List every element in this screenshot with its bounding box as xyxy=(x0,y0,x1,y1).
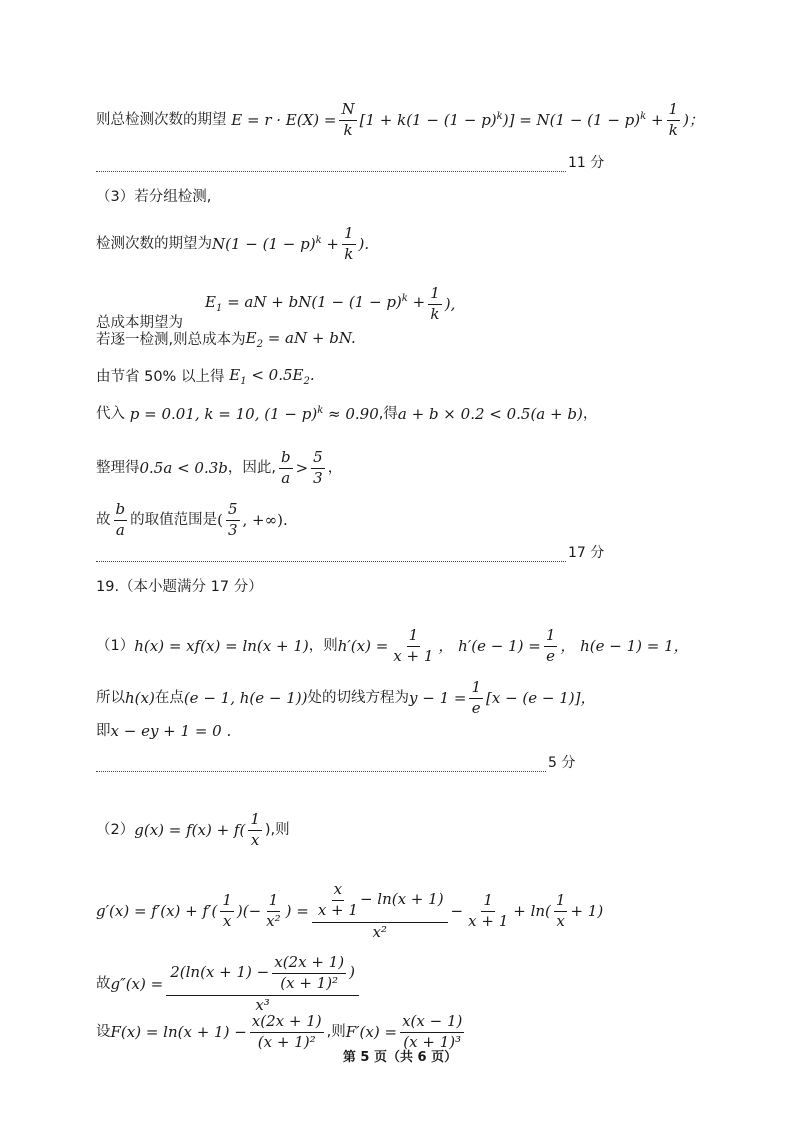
fraction: $\frac{5}{3}$ xyxy=(227,500,238,539)
formula: x − ey + 1 = 0 . xyxy=(110,722,232,740)
formula: ) = xyxy=(285,901,309,920)
formula: $E_1$ = aN + $bN(1 - (1 - p)^k$ + xyxy=(205,293,426,315)
dotted-leader xyxy=(96,161,566,172)
text: 由节省 50% 以上得 xyxy=(96,369,225,386)
formula: $E_1 < 0.5E_2$. xyxy=(229,366,315,387)
text: 代入 xyxy=(96,405,125,422)
formula: g″(x) = xyxy=(110,974,164,993)
text: （3）若分组检测, xyxy=(96,189,212,205)
text: ),则 xyxy=(264,822,290,838)
formula: E = r · E(X) = xyxy=(231,110,337,129)
formula: ), xyxy=(444,294,456,313)
fraction: $\frac{1}{x}$ xyxy=(250,810,260,849)
text: （1） xyxy=(96,638,135,654)
score-line xyxy=(96,752,575,772)
formula: > xyxy=(295,458,309,477)
formula: p = 0.01, k = 10, $(1 - p)^k \approx 0.90$ xyxy=(129,405,379,423)
score-line xyxy=(96,542,604,562)
tangent-result-line xyxy=(96,724,760,739)
formula: h(x) xyxy=(125,688,155,707)
text: 设 xyxy=(96,1024,111,1040)
score-label: 5 分 xyxy=(548,755,576,771)
formula: a + b × 0.2 < 0.5(a + b) xyxy=(397,404,583,423)
text: 总成本期望为 xyxy=(96,315,183,331)
text: ，则 xyxy=(308,638,338,654)
tangent-line xyxy=(96,680,760,717)
formula: )； xyxy=(683,110,704,129)
text: ,得 xyxy=(378,405,398,422)
fraction: $\frac{5}{3}$ xyxy=(313,448,323,487)
dotted-leader xyxy=(96,761,546,772)
fraction: $\frac{1}{x}$ xyxy=(222,890,232,930)
text: 若逐一检测,则总成本为 xyxy=(96,332,246,349)
formula: (e − 1, h(e − 1)) xyxy=(183,688,308,707)
formula: $[1 + k(1 - (1 - p)^k)] = N(1 - (1 - p)^k$ + xyxy=(359,111,664,130)
fraction: $\frac{1}{e}$ xyxy=(545,626,556,665)
text: 即 xyxy=(96,723,111,740)
text: 所以 xyxy=(96,690,125,706)
fraction: $\frac{1}{k}$ xyxy=(430,284,440,323)
fraction: $\frac{1}{x + 1}$ xyxy=(393,626,434,665)
fraction: $\frac{1}{x + 1}$ xyxy=(468,890,509,930)
formula: − xyxy=(450,901,464,920)
text: ， xyxy=(327,460,343,476)
formula: ， h′(e − 1) = xyxy=(438,636,541,655)
fraction: $\frac{1}{e}$ xyxy=(471,678,481,717)
formula: h′(x) = xyxy=(337,636,389,655)
formula: F(x) = ln(x + 1) − xyxy=(110,1022,247,1041)
formula: 0.5a < 0.3b xyxy=(139,458,228,477)
formula: )(− xyxy=(236,901,262,920)
fraction: $\frac{1}{k}$ xyxy=(668,100,679,139)
text: 整理得 xyxy=(96,460,140,476)
simplify-line xyxy=(96,450,760,487)
formula: ). xyxy=(358,234,370,253)
question-heading xyxy=(96,580,760,595)
formula: F′(x) = xyxy=(345,1022,398,1041)
score-label: 17 分 xyxy=(568,545,605,561)
text: 则总检测次数的期望 xyxy=(96,112,227,128)
formula: y − 1 = xyxy=(408,688,467,707)
range-line xyxy=(96,502,760,539)
g-derivative-line xyxy=(96,882,760,940)
formula: $N(1 - (1 - p)^k$ + xyxy=(212,235,339,254)
savings-line xyxy=(96,368,760,387)
text: ， xyxy=(582,405,598,422)
text: ，因此, xyxy=(227,460,276,476)
fraction: $\frac{1}{\text{x²}}$ xyxy=(266,890,281,930)
expectation-count-line xyxy=(96,226,760,263)
text: 在点 xyxy=(154,690,184,706)
expectation-line xyxy=(96,102,760,139)
fraction: $\frac{x(2x + 1)}{\text{(x + 1)²}}$ xyxy=(251,1012,322,1051)
formula: g′(x) = f′(x) + f′( xyxy=(96,901,218,920)
fraction: $\frac{b}{a}$ xyxy=(115,500,126,539)
text: （2） xyxy=(96,822,135,838)
compound-fraction: $\frac{x}{x + 1}$ − ln(x + 1) x² xyxy=(312,882,448,940)
text: 19.（本小题满分 17 分） xyxy=(96,579,263,595)
fraction: $\frac{1}{k}$ xyxy=(344,224,354,263)
formula: + 1) xyxy=(570,901,604,920)
fraction: $\frac{b}{a}$ xyxy=(280,448,291,487)
total-cost-line xyxy=(96,284,760,331)
part-heading xyxy=(96,190,760,205)
compound-fraction: 2(ln(x + 1) − $\frac{x(2x + 1)}{\text{(x + 1)²}}$ ) x³ xyxy=(166,955,359,1013)
substitution-line xyxy=(96,406,760,422)
part2-g-line xyxy=(96,812,760,849)
dotted-leader xyxy=(96,551,566,562)
text: 故 xyxy=(96,975,111,992)
fraction: $\frac{1}{x}$ xyxy=(555,890,566,930)
formula: h(x) = xf(x) = ln(x + 1) xyxy=(134,636,309,655)
individual-cost-line xyxy=(96,331,760,350)
text: 故 xyxy=(96,512,111,528)
fraction: $\frac{N}{k}$ xyxy=(341,100,355,139)
g-second-derivative-line xyxy=(96,955,760,1013)
score-label: 11 分 xyxy=(568,155,605,171)
formula: [x − (e − 1)]， xyxy=(486,688,596,707)
formula: + ln( xyxy=(513,901,551,920)
formula: $E_2$ = aN + bN. xyxy=(245,329,356,350)
text: 处的切线方程为 xyxy=(307,690,409,706)
text: ,则 xyxy=(326,1024,346,1040)
page-footer: 第 5 页（共 6 页） xyxy=(342,1050,458,1065)
fraction: $\frac{x(x - 1)}{\text{(x + 1)³}}$ xyxy=(402,1012,463,1051)
score-line xyxy=(96,152,604,172)
part1-derivative-line xyxy=(96,628,760,665)
formula: g(x) = f(x) + f( xyxy=(134,820,246,839)
formula: , +∞). xyxy=(242,510,288,529)
text: 检测次数的期望为 xyxy=(96,236,212,252)
formula: ( xyxy=(217,510,223,529)
text: 的取值范围是 xyxy=(130,512,218,528)
formula: ， h(e − 1) = 1， xyxy=(560,636,689,655)
